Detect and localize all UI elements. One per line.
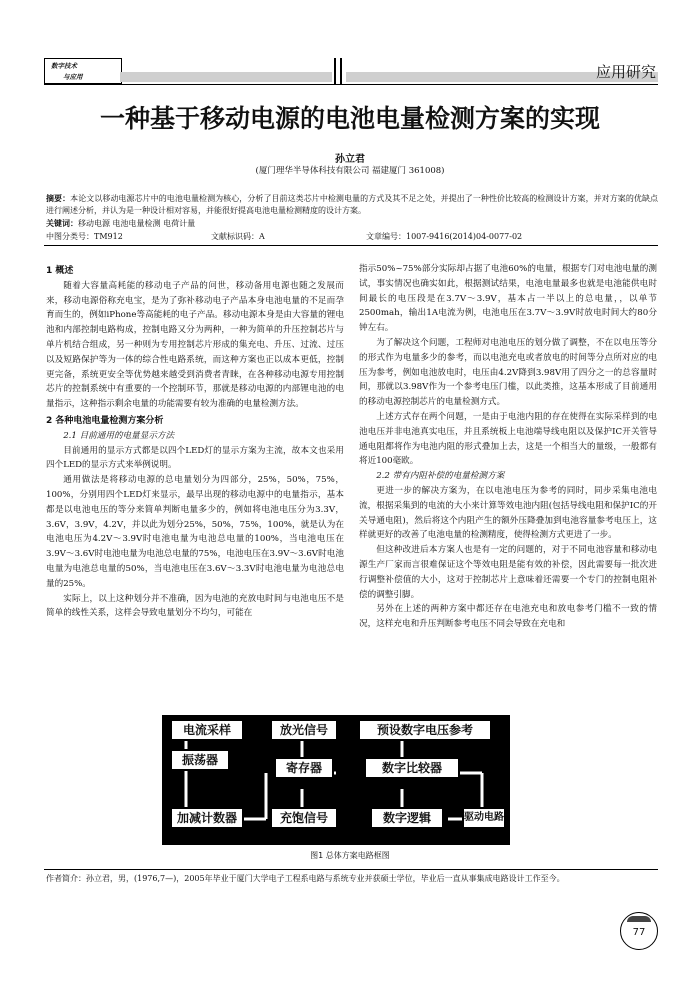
- paragraph: 实际上，以上这种划分并不准确，因为电池的充放电时间与电池电压不是简单的线性关系，这样会导致电量划分不均匀，可能在: [46, 593, 344, 619]
- paragraph: 更进一步的解决方案为，在以电池电压为参考的同时，同步采集电池电流，根据采集到的电流的大小来计算等效电池内阻(包括导线电阻和保护IC的开关导通电阻)，然后将这个内阻产生的额外压降叠加到电池容量参考电压上，这样就更好的改善了电池电量的检测精度，使得检测方式更进了一步。: [359, 485, 657, 541]
- header-rule: [44, 84, 658, 85]
- left-column: [46, 262, 344, 621]
- page-number: 77: [632, 927, 646, 938]
- keywords: [46, 218, 195, 229]
- subsection-heading: 2.1 目前通用的电量显示方法: [63, 430, 175, 441]
- logo-line1: 数字技术: [51, 62, 77, 70]
- block-current-sample: 电流采样: [170, 719, 244, 741]
- paragraph: 通用做法是将移动电源的总电量划分为四部分，25%，50%，75%，100%，分别用四个LED灯来显示，最早出现的移动电源中的电量指示，基本都是以电池电压的等分来简单判断电量多少的，例如将电池电压分为3.3V，3.6V，3.9V，4.2V，并以此为划分25%，50%，75%，100%，就是认为在电池电压为4.2V～3.9V时电池电量为电池总电量的100%，当电池电压在3.9V～3.6V时电池电量为电池总电量的75%，电池电压在3.9V～3.6V时电池电量为电池总电量的50%，当电池电压在3.6V～3.3V时电池电量为电池总电量的25%。: [46, 475, 344, 589]
- article-number: 文章编号：1007-9416(2014)04-0077-02: [366, 232, 523, 241]
- header-bar-left: [120, 72, 332, 82]
- paragraph: 目前通用的显示方式都是以四个LED灯的显示方案为主流，故本文也采用四个LED的显示方式来举例说明。: [46, 445, 344, 471]
- author-name: 孙立君: [335, 154, 365, 165]
- block-digital-logic: 数字逻辑: [370, 807, 444, 829]
- paper-title: 一种基于移动电源的电池电量检测方案的实现: [99, 104, 600, 133]
- block-drive-circuit: 驱动电路: [462, 807, 506, 829]
- author-bio-footnote: 作者简介：孙立君，男，(1976,7—)，2005年毕业于厦门大学电子工程系电路与系统专业并获硕士学位，毕业后一直从事集成电路设计工作至今。: [46, 874, 565, 883]
- badge-arc-icon: [627, 916, 651, 922]
- paragraph: 但这种改进后本方案人也是有一定的问题的，对于不同电池容量和移动电源生产厂家而言很难保证这个等效电阻是能有效的补偿，因此需要每一批次进行调整补偿值的大小，这对于控制芯片上意味着还需要一个专门的控制电阻补偿的调整引脚。: [359, 545, 657, 600]
- block-discharge-signal: 放光信号: [270, 719, 338, 741]
- header-divider-mark: [340, 58, 342, 84]
- footnote-rule: [44, 869, 658, 870]
- abstract-text: 本论文以移动电源芯片中的电池电量检测为核心，分析了目前这类芯片中检测电量的方式及其不足之处，并提出了一种性价比较高的检测设计方案，并对方案的优缺点进行阐述分析，并认为是一种设计相对容易，并能很好提高电池电量检测精度的设计方案。: [46, 194, 659, 215]
- block-charge-signal: 充饱信号: [270, 807, 338, 829]
- figure-caption: 图1 总体方案电路框图: [310, 851, 390, 860]
- block-digital-comparator: 数字比较器: [364, 757, 460, 779]
- paragraph: 上述方式存在两个问题，一是由于电池内阻的存在使得在实际采样到的电池电压并非电池真实电压，并且系统板上电池端导线电阻以及保护IC开关管导通电阻都将作为电池内阻的形式叠加上去，这是一个相当大的量级，一般都有将近100毫欧。: [359, 411, 657, 467]
- paragraph: 随着大容量高耗能的移动电子产品的问世，移动备用电源也随之发展而来，移动电源俗称充电宝，是为了弥补移动电子产品本身电池电量的不足而孕育而生的，例如iPhone等高能耗的电子产品。移动电源本身是由大容量的锂电池和内部控制电路构成，控制电路又分为两种，一种为简单的升压控制芯片与单片机结合组成，另一种则为专用控制芯片形成的集充电、升压、过流、过压以及短路保护等为一体的综合性电路系统，而这种方案也正以成本更低，控制更完备，系统更安全等优势越来越受到消费者青睐，在各种移动电源专用控制芯片的控制系统中有重要的一个控制环节，那就是移动电源的内部锂电池的电量指示，这种指示剩余电量的功能需要有较为准确的电量检测方法。: [46, 280, 344, 410]
- block-preset-voltage-reference: 预设数字电压参考: [358, 719, 492, 741]
- paragraph: 为了解决这个问题，工程师对电池电压的划分做了调整，不在以电压等分的形式作为电量多少的参考，而以电池充电或者放电的时间等分点所对应的电压为参考，例如电池放电时，电压由4.2V降到3.98V用了四分之一的总容量时间，那就以3.98V作为一个参考电压门槛，以此类推，这基本形成了目前通用的移动电源控制芯片的电量检测方式。: [359, 337, 657, 408]
- logo-line2: 与应用: [63, 73, 83, 81]
- keywords-text: 移动电源 电池电量检测 电荷计量: [78, 219, 196, 228]
- block-oscillator: 振荡器: [170, 749, 230, 771]
- keywords-label: 关键词：: [46, 218, 78, 228]
- section-label: 应用研究: [595, 63, 656, 81]
- journal-logo: [44, 58, 122, 84]
- block-up-down-counter: 加减计数器: [170, 807, 244, 829]
- abstract-label: 摘要：: [46, 193, 71, 203]
- header-divider-mark: [334, 58, 336, 84]
- abstract-rule: [44, 245, 658, 246]
- author-affiliation: (厦门理华半导体科技有限公司 福建厦门 361008): [255, 166, 445, 176]
- page-number-badge: [620, 912, 658, 950]
- paragraph: 另外在上述的两种方案中都还存在电池充电和放电参考门槛不一致的情况，这样充电和升压判断参考电压不同会导致在充电和: [359, 604, 657, 630]
- subsection-heading: 2.2 带有内阻补偿的电量检测方案: [376, 471, 505, 482]
- section-heading: 2 各种电池电量检测方案分析: [46, 415, 164, 426]
- paragraph: 指示50%~75%部分实际却占据了电池60%的电量，根据专门对电池电量的测试，事实情况也确实如此，根据测试结果，电池电量最多也就是电池能供电时间最长的电压段是在3.7V～3.9V，基本占一半以上的总电量，，以单节2500mah，输出1A电流为例，电池电压在3.7V～3.9V时放电时间大约80分钟左右。: [359, 264, 657, 334]
- block-register: 寄存器: [274, 757, 334, 779]
- document-code: 文献标识码：A: [211, 232, 265, 241]
- block-diagram: [162, 715, 510, 845]
- clc-number: 中图分类号：TM912: [46, 232, 123, 241]
- section-heading: 1 概述: [46, 266, 74, 276]
- abstract: [46, 193, 658, 216]
- right-column: [359, 262, 657, 632]
